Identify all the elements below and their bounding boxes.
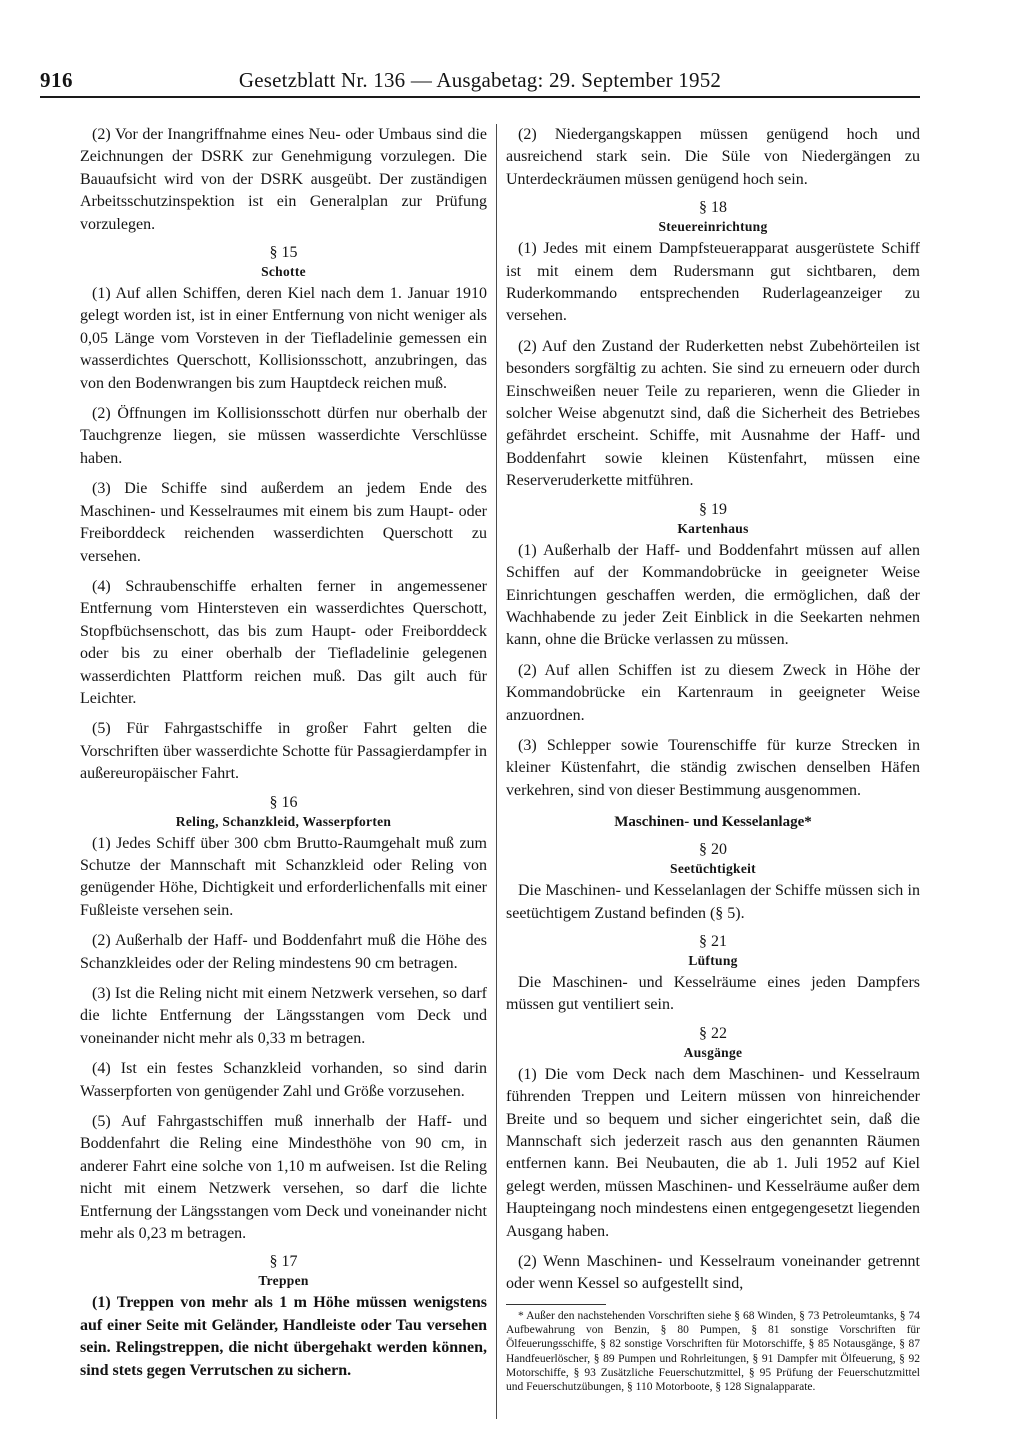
paragraph-15-5: (5) Für Fahrgastschiffe in großer Fahrt gelten die Vorschriften über wasserdichte Schotte für Passagierdampfer in außereuropäischer Fahrt.: [80, 720, 487, 783]
section-22-title: Ausgänge: [683, 1044, 743, 1060]
paragraph-16-1: (1) Jedes Schiff über 300 cbm Brutto-Raumgehalt muß zum Schutze der Mannschaft mit Schanzkleid oder Reling von genügender Höhe, Dichtigkeit und erforderlichenfalls mit einer Fußleiste versehen sein.: [80, 834, 487, 919]
paragraph-15-3: (3) Die Schiffe sind außerdem an jedem Ende des Maschinen- und Kesselraumes mit einem bis zum Haupt- oder Freiborddeck reichenden wasserdichten Querschott zu versehen.: [80, 480, 487, 565]
footnote-rule: [506, 1304, 606, 1305]
paragraph-19-2: (2) Auf allen Schiffen ist zu diesem Zweck in Höhe der Kommandobrücke ein Kartenraum in geeigneter Weise anzuordnen.: [506, 661, 920, 724]
section-16-number: § 16: [269, 793, 298, 811]
section-20-number: § 20: [699, 841, 727, 859]
paragraph-17-2: (2) Niedergangskappen müssen genügend hoch und ausreichend stark sein. Die Süle von Niedergängen zu Unterdeckräumen müssen genügend hoch sein.: [506, 126, 920, 188]
paragraph-14-2: (2) Vor der Inangriffnahme eines Neu- oder Umbaus sind die Zeichnungen der DSRK zur Genehmigung vorzulegen. Die Bauaufsicht wird von der DSRK ausgeübt. Der zuständigen Arbeitsschutzinspektion ist ein Generalplan zur Prüfung vorzulegen.: [80, 126, 487, 233]
footnote: * Außer den nachstehenden Vorschriften siehe § 68 Winden, § 73 Petroleumtanks, § 74 Aufbewahrung von Benzin, § 80 Pumpen, § 81 sonstige Vorschriften für Ölfeuerungsschiffe, § 82 sonstige Vorschriften für Motorschiffe, § 85 Notausgänge, § 87 Handfeuerlöscher, § 89 Pumpen und Rohrleitungen, § 91 Dampfer mit Ölfeuerung, § 92 Motorschiffe, § 93 Zusätzliche Feuerschutzmittel, § 95 Prüfung der Feuerschutzmittel und Feuerschutzübungen, § 110 Motorboote, § 128 Signalapparate.: [506, 1309, 920, 1394]
section-18-number: § 18: [699, 199, 727, 217]
left-column: [80, 124, 487, 1382]
paragraph-22-1: (1) Die vom Deck nach dem Maschinen- und Kesselraum führenden Treppen und Leitern müssen von hinreichender Breite und so bequem und sicher eingerichtet sein, daß die Mannschaft sich jederzeit rasch aus den genannten Räumen entfernen kann. Bei Neubauten, die ab 1. Juli 1952 auf Kiel gelegt werden, müssen Maschinen- und Kesselräume außer dem Haupteingang noch mindestens einen entgegengesetzt liegenden Ausgang haben.: [506, 1065, 920, 1240]
section-18-title: Steuereinrichtung: [658, 219, 768, 235]
paragraph-20-1: Die Maschinen- und Kesselanlagen der Schiffe müssen sich in seetüchtigem Zustand befinden (§ 5).: [506, 882, 920, 922]
section-16-title: Reling, Schanzkleid, Wasserpforten: [175, 813, 392, 829]
page-header: [40, 66, 920, 98]
header-title: Gesetzblatt Nr. 136 — Ausgabetag: 29. September 1952: [238, 68, 722, 92]
paragraph-21-1: Die Maschinen- und Kesselräume eines jeden Dampfers müssen gut ventiliert sein.: [506, 973, 920, 1014]
section-17-title: Treppen: [258, 1273, 309, 1289]
section-21-title: Lüftung: [688, 952, 738, 968]
paragraph-15-2: (2) Öffnungen im Kollisionsschott dürfen nur oberhalb der Tauchgrenze liegen, sie müssen wasserdichte Verschlüsse haben.: [80, 405, 487, 467]
section-21-number: § 21: [699, 932, 727, 950]
paragraph-15-4: (4) Schraubenschiffe erhalten ferner in angemessener Entfernung vom Hintersteven ein wasserdichtes Querschott, Stopfbüchsenschott, das bis zum Haupt- oder Freiborddeck oder bis zu einer oberhalb der Tiefladelinie gelegenen wasserdichten Plattform reichen muß. Das gilt auch für Leichter.: [80, 577, 487, 707]
section-17-number: § 17: [269, 1253, 298, 1271]
section-19-title: Kartenhaus: [677, 520, 749, 536]
paragraph-16-4: (4) Ist ein festes Schanzkleid vorhanden, so sind darin Wasserpforten von genügender Zahl und Größe vorzusehen.: [80, 1060, 487, 1100]
paragraph-19-3: (3) Schlepper sowie Tourenschiffe für kurze Strecken in kleiner Küstenfahrt, die ständig zwischen denselben Häfen verkehren, sind von dieser Bestimmung ausgenommen.: [506, 736, 920, 799]
column-divider: [496, 124, 497, 1419]
paragraph-16-5: (5) Auf Fahrgastschiffen muß innerhalb der Haff- und Boddenfahrt die Reling eine Mindesthöhe von 90 cm, in anderer Fahrt eine solche von 1,10 m aufweisen. Ist die Reling nicht mit einem Netzwerk versehen, so darf die lichte Entfernung der Längsstangen vom Deck und voneinander nicht mehr als 0,23 m betragen.: [80, 1113, 487, 1243]
paragraph-18-1: (1) Jedes mit einem Dampfsteuerapparat ausgerüstete Schiff ist mit einem dem Rudersmann gut sichtbaren, dem Ruderkommando entsprechenden Ruderlageanzeiger zu versehen.: [506, 240, 920, 325]
paragraph-17-1: (1) Treppen von mehr als 1 m Höhe müssen wenigstens auf einer Seite mit Geländer, Handleiste oder Tau versehen sein. Relingstreppen, die nicht übergehakt werden können, sind stets gegen Verrutschen zu sichern.: [80, 1294, 487, 1379]
right-column: [506, 124, 920, 1395]
section-20-title: Seetüchtigkeit: [670, 861, 756, 877]
paragraph-22-2: (2) Wenn Maschinen- und Kesselraum voneinander getrennt oder wenn Kessel so aufgestellt sind,: [506, 1253, 920, 1293]
chapter-heading: Maschinen- und Kesselanlage*: [614, 814, 812, 831]
paragraph-18-2: (2) Auf den Zustand der Ruderketten nebst Zubehörteilen ist besonders sorgfältig zu achten. Sie sind zu erneuern oder durch Einschweißen neuer Teile zu reparieren, wenn die Glieder in solcher Weise abgenutzt sind, daß die Sicherheit des Betriebes gefährdet erscheint. Schiffe, mit Ausnahme der Haff- und Boddenfahrt sowie kleinen Küstenfahrt, müssen eine Reserveruderkette mitführen.: [506, 337, 920, 490]
section-15-number: § 15: [269, 244, 298, 262]
paragraph-15-1: (1) Auf allen Schiffen, deren Kiel nach dem 1. Januar 1910 gelegt worden ist, ist in einer Entfernung von nicht weniger als 0,05 Länge vom Vorsteven in der Tiefladelinie gemessen ein wasserdichtes Querschott, Kollisionsschott, anzubringen, das von den Bodenwrangen bis zum Hauptdeck reichen muß.: [80, 285, 487, 392]
section-19-number: § 19: [699, 500, 727, 518]
section-22-number: § 22: [699, 1024, 727, 1042]
paragraph-16-2: (2) Außerhalb der Haff- und Boddenfahrt muß die Höhe des Schanzkleides oder der Reling mindestens 90 cm betragen.: [80, 932, 487, 972]
page-number: 916: [40, 68, 73, 92]
paragraph-19-1: (1) Außerhalb der Haff- und Boddenfahrt müssen auf allen Schiffen auf der Kommandobrücke in geeigneter Weise Einrichtungen geschaffen werden, die ermöglichen, daß der Wachhabende zu jeder Zeit Einblick in die Seekarten nehmen kann, ohne die Brücke verlassen zu müssen.: [506, 541, 920, 649]
paragraph-16-3: (3) Ist die Reling nicht mit einem Netzwerk versehen, so darf die lichte Entfernung der Längsstangen vom Deck und voneinander nicht mehr als 0,33 m betragen.: [80, 985, 487, 1047]
section-15-title: Schotte: [261, 264, 306, 280]
